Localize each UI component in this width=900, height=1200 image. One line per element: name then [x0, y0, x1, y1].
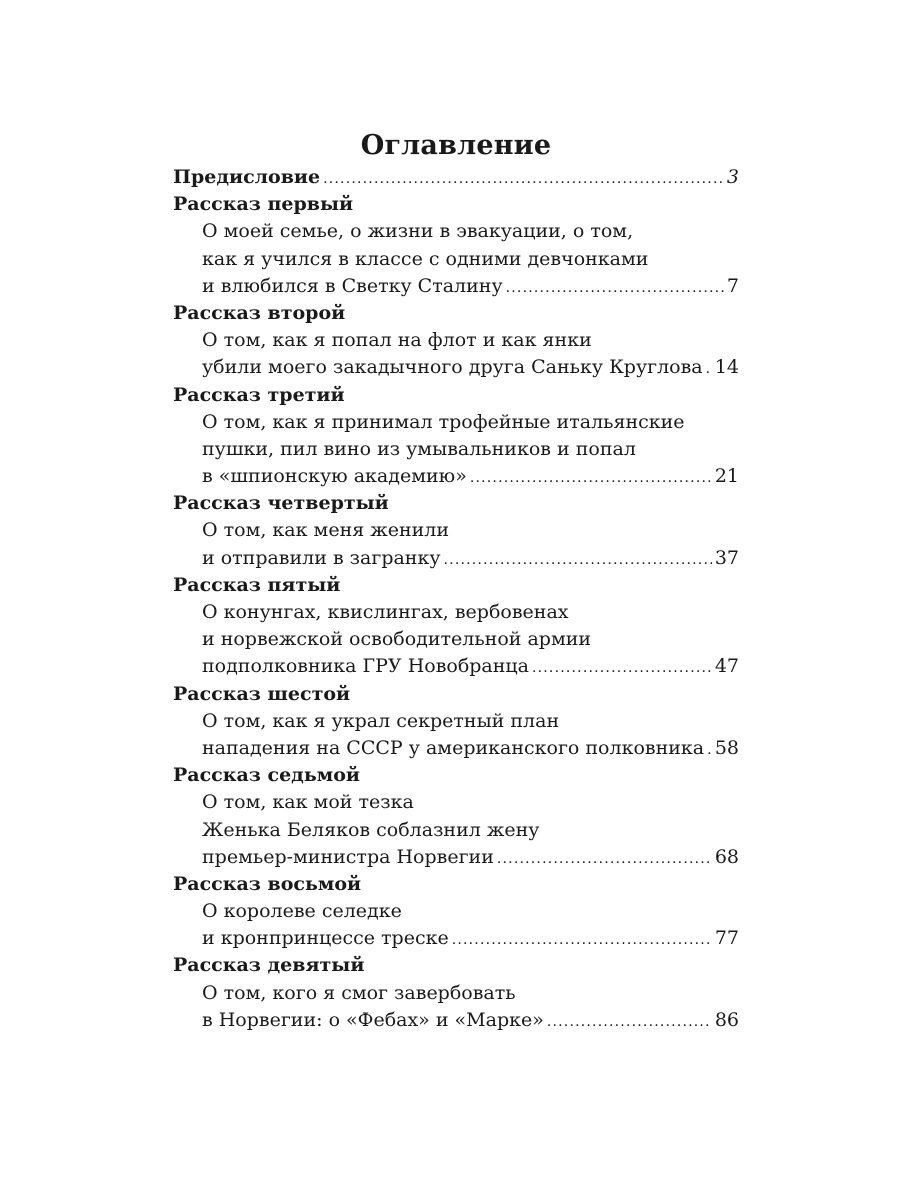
toc-entry-line: [173, 1007, 739, 1034]
toc-heading-text: Рассказ седьмой: [173, 764, 360, 787]
dot-leader: [707, 737, 712, 764]
toc-entry-line: [173, 599, 739, 626]
dot-leader: [532, 655, 712, 682]
page-number: 68: [714, 845, 739, 868]
toc-entry-line: [173, 626, 739, 653]
page-number: 86: [714, 1008, 739, 1031]
toc-entry-line: [173, 463, 739, 490]
toc-line-text: премьер-министра Норвегии: [202, 845, 494, 868]
toc-line-text: в Норвегии: о «Фебах» и «Марке»: [202, 1008, 544, 1031]
toc-entry-heading: [173, 191, 739, 218]
toc-line-text: О том, как я принимал трофейные итальянские: [202, 410, 685, 433]
toc-heading-text: Рассказ пятый: [173, 573, 341, 596]
toc-line-text: и влюбился в Светку Сталину: [202, 274, 503, 297]
toc-heading-text: Рассказ первый: [173, 193, 354, 216]
toc-line-text: в «шпионскую академию»: [202, 465, 467, 488]
toc-entry-heading: [173, 490, 739, 517]
page-number: 37: [714, 546, 739, 569]
toc-entry-line: [173, 327, 739, 354]
dot-leader: [706, 356, 712, 383]
toc-line-text: О том, как я украл секретный план: [202, 709, 560, 732]
toc-line-text: подполковника ГРУ Новобранца: [202, 655, 529, 678]
toc-line-text: О том, как меня женили: [202, 519, 450, 542]
toc-entry-line: [173, 708, 739, 735]
toc-entry-line: [173, 735, 739, 762]
toc-entry-line: [173, 817, 739, 844]
toc-line-text: О том, как мой тезка: [202, 791, 414, 814]
page-number: 58: [714, 736, 739, 759]
toc-entry-line: [173, 354, 739, 381]
dot-leader: [444, 547, 712, 574]
toc-entry-line: [173, 789, 739, 816]
toc-entry-line: [173, 653, 739, 680]
page-number: 21: [714, 465, 739, 488]
toc-entry-line: [173, 545, 739, 572]
toc-entry-line: [173, 273, 739, 300]
toc-entry-heading: [173, 164, 739, 191]
toc-entry-heading: [173, 871, 739, 898]
toc-line-text: О том, кого я смог завербовать: [202, 981, 516, 1004]
toc-heading-text: Предисловие: [173, 166, 321, 188]
toc-entry-line: [173, 436, 739, 463]
toc-line-text: О королеве селедке: [202, 900, 402, 923]
toc-entry-line: [173, 517, 739, 544]
toc-entry-line: [173, 925, 739, 952]
toc-page: [173, 128, 739, 1034]
toc-list: [173, 164, 739, 1034]
toc-entry-heading: [173, 762, 739, 789]
toc-entry-heading: [173, 300, 739, 327]
toc-heading-text: Рассказ третий: [173, 383, 345, 406]
toc-entry-line: [173, 409, 739, 436]
toc-entry-heading: [173, 382, 739, 409]
toc-entry-line: [173, 218, 739, 245]
toc-line-text: и кронпринцессе треске: [202, 927, 449, 950]
toc-line-text: как я учился в классе с одними девчонками: [202, 247, 649, 270]
page-number: 7: [726, 274, 739, 297]
page-number: 14: [714, 356, 739, 379]
toc-line-text: и отправили в загранку: [202, 546, 441, 569]
dot-leader: [506, 275, 724, 302]
toc-heading-text: Рассказ восьмой: [173, 872, 362, 895]
toc-line-text: О моей семье, о жизни в эвакуации, о том,: [202, 220, 634, 243]
toc-line-text: убили моего закадычного друга Саньку Круглова: [202, 356, 703, 379]
dot-leader: [452, 927, 712, 954]
toc-entry-heading: [173, 681, 739, 708]
toc-title: Оглавление: [360, 130, 552, 161]
toc-entry-line: [173, 980, 739, 1007]
toc-line-text: нападения на СССР у американского полковника: [202, 736, 705, 759]
dot-leader: [547, 1009, 712, 1036]
toc-line-text: О конунгах, квислингах, вербовенах: [202, 601, 569, 623]
toc-entry-line: [173, 246, 739, 273]
dot-leader: [323, 166, 724, 193]
toc-line-text: О том, как я попал на флот и как янки: [202, 329, 592, 352]
toc-heading-text: Рассказ шестой: [173, 682, 351, 705]
page-number: 47: [714, 655, 739, 678]
toc-entry-line: [173, 844, 739, 871]
toc-entry-line: [173, 898, 739, 925]
toc-line-text: и норвежской освободительной армии: [202, 628, 592, 651]
toc-line-text: Женька Беляков соблазнил жену: [202, 818, 540, 841]
page-number: 77: [714, 927, 739, 950]
dot-leader: [497, 846, 712, 873]
toc-entry-heading: [173, 572, 739, 599]
toc-heading-text: Рассказ девятый: [173, 954, 365, 977]
toc-line-text: пушки, пил вино из умывальников и попал: [202, 437, 636, 460]
toc-heading-text: Рассказ второй: [173, 301, 346, 324]
dot-leader: [470, 465, 712, 492]
toc-entry-heading: [173, 952, 739, 979]
toc-heading-text: Рассказ четвертый: [173, 492, 389, 515]
page-number: 3: [726, 166, 739, 188]
